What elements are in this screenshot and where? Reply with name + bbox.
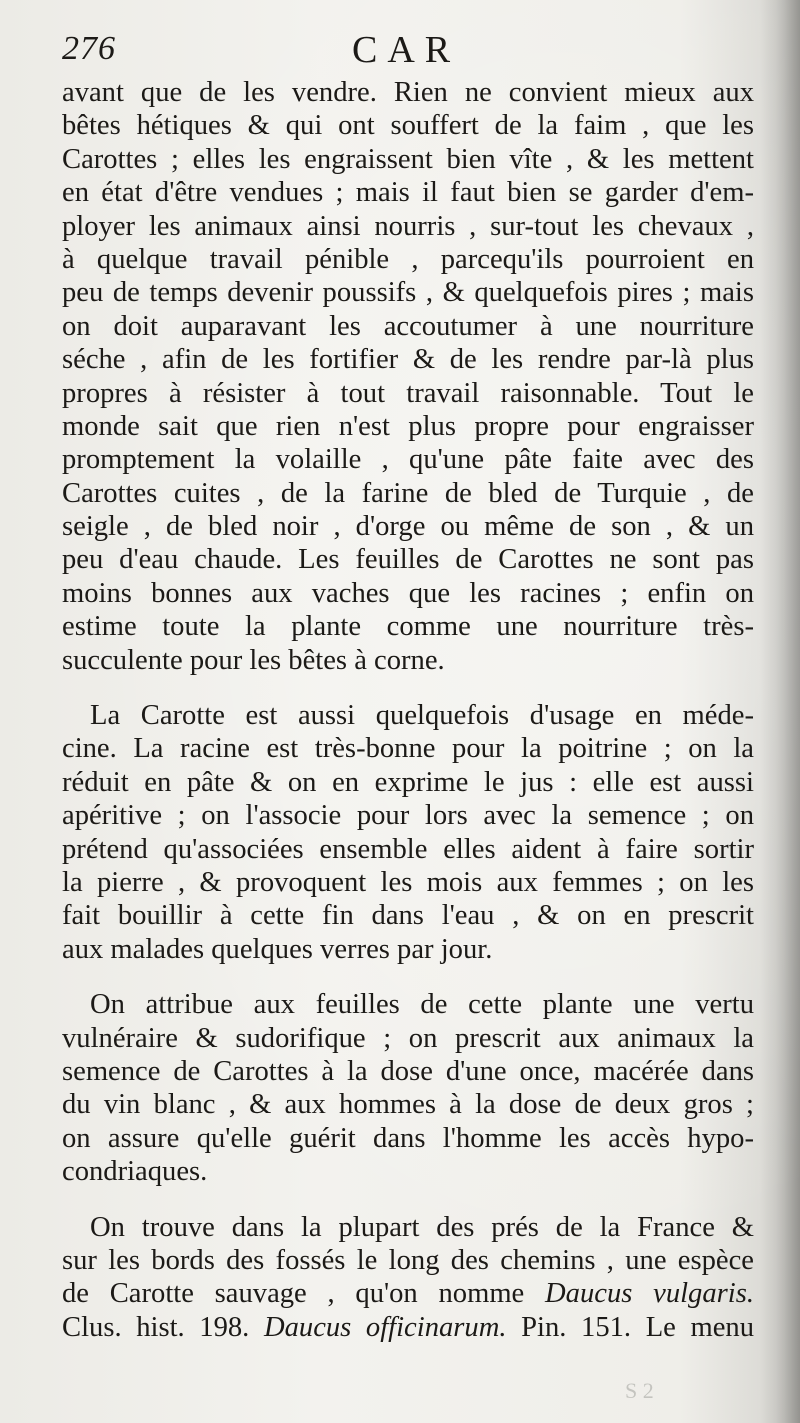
page-number: 276 (62, 30, 116, 67)
text-line: fait bouillir à cette fin dans l'eau , & on en prescrit (62, 900, 754, 932)
text-line: promptement la volaille , qu'une pâte faite avec des (62, 444, 754, 476)
text-line: monde sait que rien n'est plus propre pour engraisser (62, 410, 754, 442)
text-line: avant que de les vendre. Rien ne convient mieux aux (62, 77, 754, 108)
paragraph-gap (62, 966, 754, 988)
paragraph-gap (62, 1189, 754, 1211)
paragraph-gap (62, 677, 754, 699)
text-line: on doit auparavant les accoutumer à une nourriture (62, 310, 754, 342)
text-line: Carottes cuites , de la farine de bled de Turquie , de (62, 477, 754, 509)
signature-mark: S 2 (625, 1378, 654, 1403)
text-line: La Carotte est aussi quelquefois d'usage en méde- (90, 700, 754, 732)
text-line: apéritive ; on l'associe pour lors avec la semence ; on (62, 800, 754, 832)
text-line: vulnéraire & sudorifique ; on prescrit aux animaux la (62, 1022, 754, 1054)
paragraph-1 (62, 76, 754, 677)
text-line: seigle , de bled noir , d'orge ou même de son , & un (62, 511, 754, 543)
text-line: aux malades quelques verres par jour. (62, 933, 493, 965)
text-line: bêtes hétiques & qui ont souffert de la faim , que les (62, 110, 754, 142)
body-text (62, 76, 754, 1344)
text-line: succulente pour les bêtes à corne. (62, 644, 445, 676)
text-line: propres à résister à tout travail raisonnable. Tout le (62, 377, 754, 409)
text-line: peu de temps devenir poussifs , & quelquefois pires ; mais (62, 277, 754, 309)
running-head: CAR (352, 29, 461, 71)
text-line: Carottes ; elles les engraissent bien vîte , & les mettent (62, 143, 754, 175)
text-line: réduit en pâte & on en exprime le jus : elle est aussi (62, 766, 754, 798)
text-line: à quelque travail pénible , parcequ'ils pourroient en (62, 243, 754, 275)
text-line: peu d'eau chaude. Les feuilles de Carottes ne sont pas (62, 544, 754, 576)
text-line: moins bonnes aux vaches que les racines ; enfin on (62, 577, 754, 609)
text-line: estime toute la plante comme une nourriture très- (62, 611, 754, 643)
paragraph-2 (62, 699, 754, 966)
text-line: en état d'être vendues ; mais il faut bien se garder d'em- (62, 177, 754, 209)
text-line: On attribue aux feuilles de cette plante une vertu (90, 989, 754, 1021)
text-line: du vin blanc , & aux hommes à la dose de deux gros ; (62, 1089, 754, 1121)
text-line: prétend qu'associées ensemble elles aident à faire sortir (62, 833, 754, 865)
text-line: sur les bords des fossés le long des chemins , une espèce (62, 1244, 754, 1276)
text-line: condriaques. (62, 1156, 208, 1188)
text-line: la pierre , & provoquent les mois aux femmes ; on les (62, 866, 754, 898)
text-line: cine. La racine est très-bonne pour la poitrine ; on la (62, 733, 754, 765)
text-line: ployer les animaux ainsi nourris , sur-tout les chevaux , (62, 210, 754, 242)
text-line: on assure qu'elle guérit dans l'homme les accès hypo- (62, 1122, 754, 1154)
text-line: semence de Carottes à la dose d'une once, macérée dans (62, 1055, 754, 1087)
page-header (62, 26, 752, 82)
paragraph-4 (62, 1211, 754, 1345)
text-line: séche , afin de les fortifier & de les rendre par-là plus (62, 344, 754, 376)
text-line: On trouve dans la plupart des prés de la France & (90, 1211, 754, 1243)
gutter-shadow (760, 0, 800, 1423)
text-line: de Carotte sauvage , qu'on nomme Daucus vulgaris. (62, 1278, 754, 1310)
paragraph-3 (62, 988, 754, 1188)
text-line: Clus. hist. 198. Daucus officinarum. Pin. 151. Le menu (62, 1311, 754, 1343)
